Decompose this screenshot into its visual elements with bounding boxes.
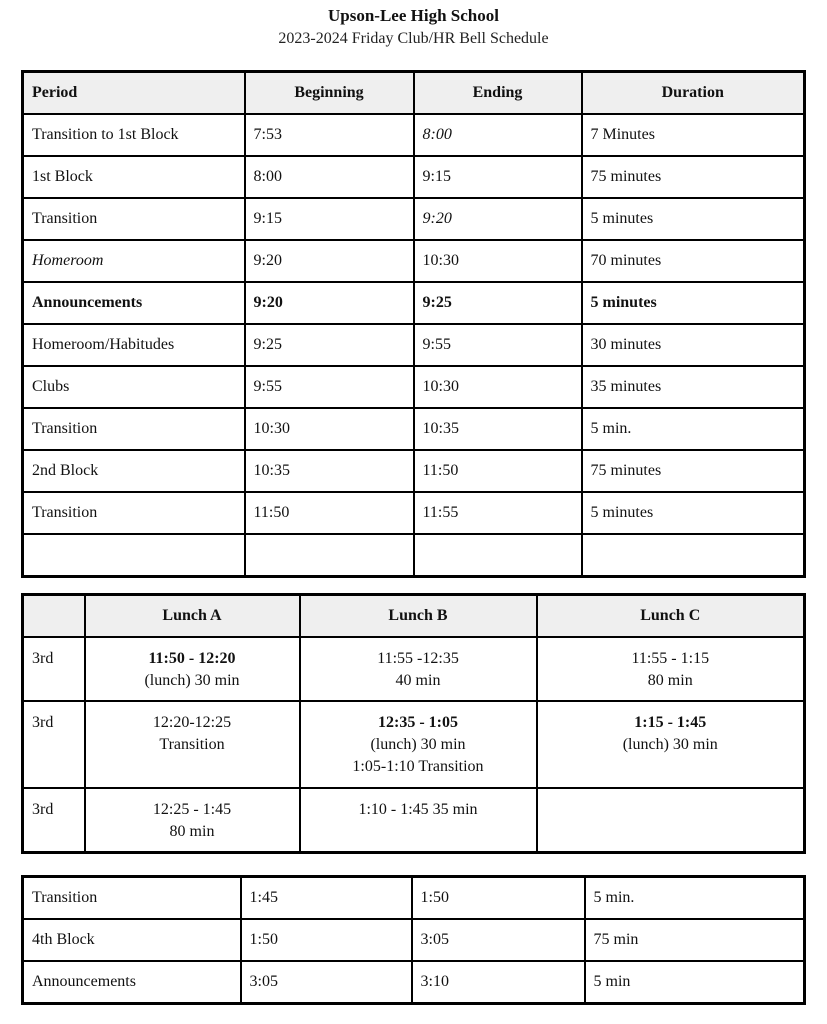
lunch-b-note: 40 min [395,672,441,689]
lunch-b-time: 12:35 - 1:05 [378,714,458,731]
beginning-cell: 7:53 [245,114,414,156]
lunch-a-cell [85,637,300,701]
header-lunch-c: Lunch C [537,595,805,638]
duration-cell: 5 min. [582,408,805,450]
lunch-c-cell [537,701,805,788]
duration-cell: 7 Minutes [582,114,805,156]
lunch-a-time: 11:50 - 12:20 [148,650,236,667]
ending-cell: 9:55 [414,324,582,366]
duration-cell: 5 min. [585,877,805,920]
lunch-b-cell [300,701,537,788]
lunch-c-time: 11:55 - 1:15 [631,650,710,667]
ending-cell: 11:55 [414,492,582,534]
header-blank [23,595,85,638]
beginning-cell: 10:35 [245,450,414,492]
header-ending: Ending [414,72,582,115]
lunch-a-time: 12:20-12:25 [152,714,232,731]
lunch-b-transition: 1:05-1:10 Transition [352,758,484,775]
lunch-c-note: (lunch) 30 min [622,736,718,753]
beginning-cell: 8:00 [245,156,414,198]
duration-cell: 30 minutes [582,324,805,366]
table-header-row [23,72,805,115]
lunch-a-note: Transition [159,736,225,753]
ending-cell: 3:10 [412,961,585,1004]
ending-cell: 1:50 [412,877,585,920]
lunch-b-note: (lunch) 30 min [370,736,466,753]
ending-cell: 10:35 [414,408,582,450]
lunch-a-cell [85,788,300,852]
table-row [23,701,805,788]
period-cell: 4th Block [23,919,241,961]
lunch-b-cell [300,788,537,852]
ending-cell: 9:25 [414,282,582,324]
duration-cell: 70 minutes [582,240,805,282]
table-row [23,240,805,282]
table-row [23,282,805,324]
period-cell [23,534,245,577]
table-row [23,324,805,366]
header-beginning: Beginning [245,72,414,115]
duration-cell [582,534,805,577]
header-lunch-b: Lunch B [300,595,537,638]
beginning-cell: 9:15 [245,198,414,240]
period-cell: 3rd [23,788,85,852]
table-row [23,788,805,852]
beginning-cell: 10:30 [245,408,414,450]
beginning-cell: 9:20 [245,240,414,282]
duration-cell: 5 min [585,961,805,1004]
beginning-cell: 9:55 [245,366,414,408]
ending-cell [414,534,582,577]
table-row-empty [23,534,805,577]
lunch-a-time: 12:25 - 1:45 [152,801,232,818]
lunch-b-time: 1:10 - 1:45 35 min [358,801,478,818]
table-row [23,408,805,450]
lunch-b-time: 11:55 -12:35 [377,650,459,667]
table-row [23,637,805,701]
ending-cell: 3:05 [412,919,585,961]
lunch-c-cell [537,637,805,701]
ending-cell: 9:15 [414,156,582,198]
beginning-cell: 11:50 [245,492,414,534]
page-title: Upson-Lee High School [328,6,499,25]
beginning-cell: 9:20 [245,282,414,324]
header-lunch-a: Lunch A [85,595,300,638]
beginning-cell: 9:25 [245,324,414,366]
duration-cell: 5 minutes [582,198,805,240]
period-cell: Announcements [23,282,245,324]
header-duration: Duration [582,72,805,115]
table-row [23,114,805,156]
period-cell: Transition [23,877,241,920]
period-cell: 3rd [23,637,85,701]
table-row [23,198,805,240]
period-cell: Transition [23,408,245,450]
ending-cell: 8:00 [414,114,582,156]
lunch-c-note: 80 min [647,672,693,689]
lunch-a-note: 80 min [169,823,215,840]
table-header-row [23,595,805,638]
duration-cell: 75 minutes [582,450,805,492]
duration-cell: 5 minutes [582,282,805,324]
beginning-cell: 3:05 [241,961,412,1004]
period-cell: 2nd Block [23,450,245,492]
page-subtitle: 2023-2024 Friday Club/HR Bell Schedule [278,30,549,47]
afternoon-schedule-table [21,875,806,1005]
lunch-b-cell [300,637,537,701]
duration-cell: 75 min [585,919,805,961]
duration-cell: 5 minutes [582,492,805,534]
table-row [23,492,805,534]
period-cell: Transition [23,198,245,240]
beginning-cell: 1:50 [241,919,412,961]
period-cell: Transition [23,492,245,534]
duration-cell: 75 minutes [582,156,805,198]
beginning-cell [245,534,414,577]
lunch-schedule-table [21,593,806,854]
table-row [23,961,805,1004]
lunch-a-cell [85,701,300,788]
period-cell: 1st Block [23,156,245,198]
lunch-a-note: (lunch) 30 min [144,672,240,689]
table-row [23,156,805,198]
ending-cell: 10:30 [414,366,582,408]
period-cell: Transition to 1st Block [23,114,245,156]
table-row [23,450,805,492]
lunch-c-cell [537,788,805,852]
main-schedule-table [21,70,806,578]
ending-cell: 9:20 [414,198,582,240]
period-cell: Clubs [23,366,245,408]
duration-cell: 35 minutes [582,366,805,408]
beginning-cell: 1:45 [241,877,412,920]
ending-cell: 11:50 [414,450,582,492]
period-cell: Homeroom [23,240,245,282]
period-cell: 3rd [23,701,85,788]
table-row [23,877,805,920]
header-period: Period [23,72,245,115]
period-cell: Homeroom/Habitudes [23,324,245,366]
lunch-c-time: 1:15 - 1:45 [634,714,707,731]
table-row [23,919,805,961]
table-row [23,366,805,408]
ending-cell: 10:30 [414,240,582,282]
period-cell: Announcements [23,961,241,1004]
